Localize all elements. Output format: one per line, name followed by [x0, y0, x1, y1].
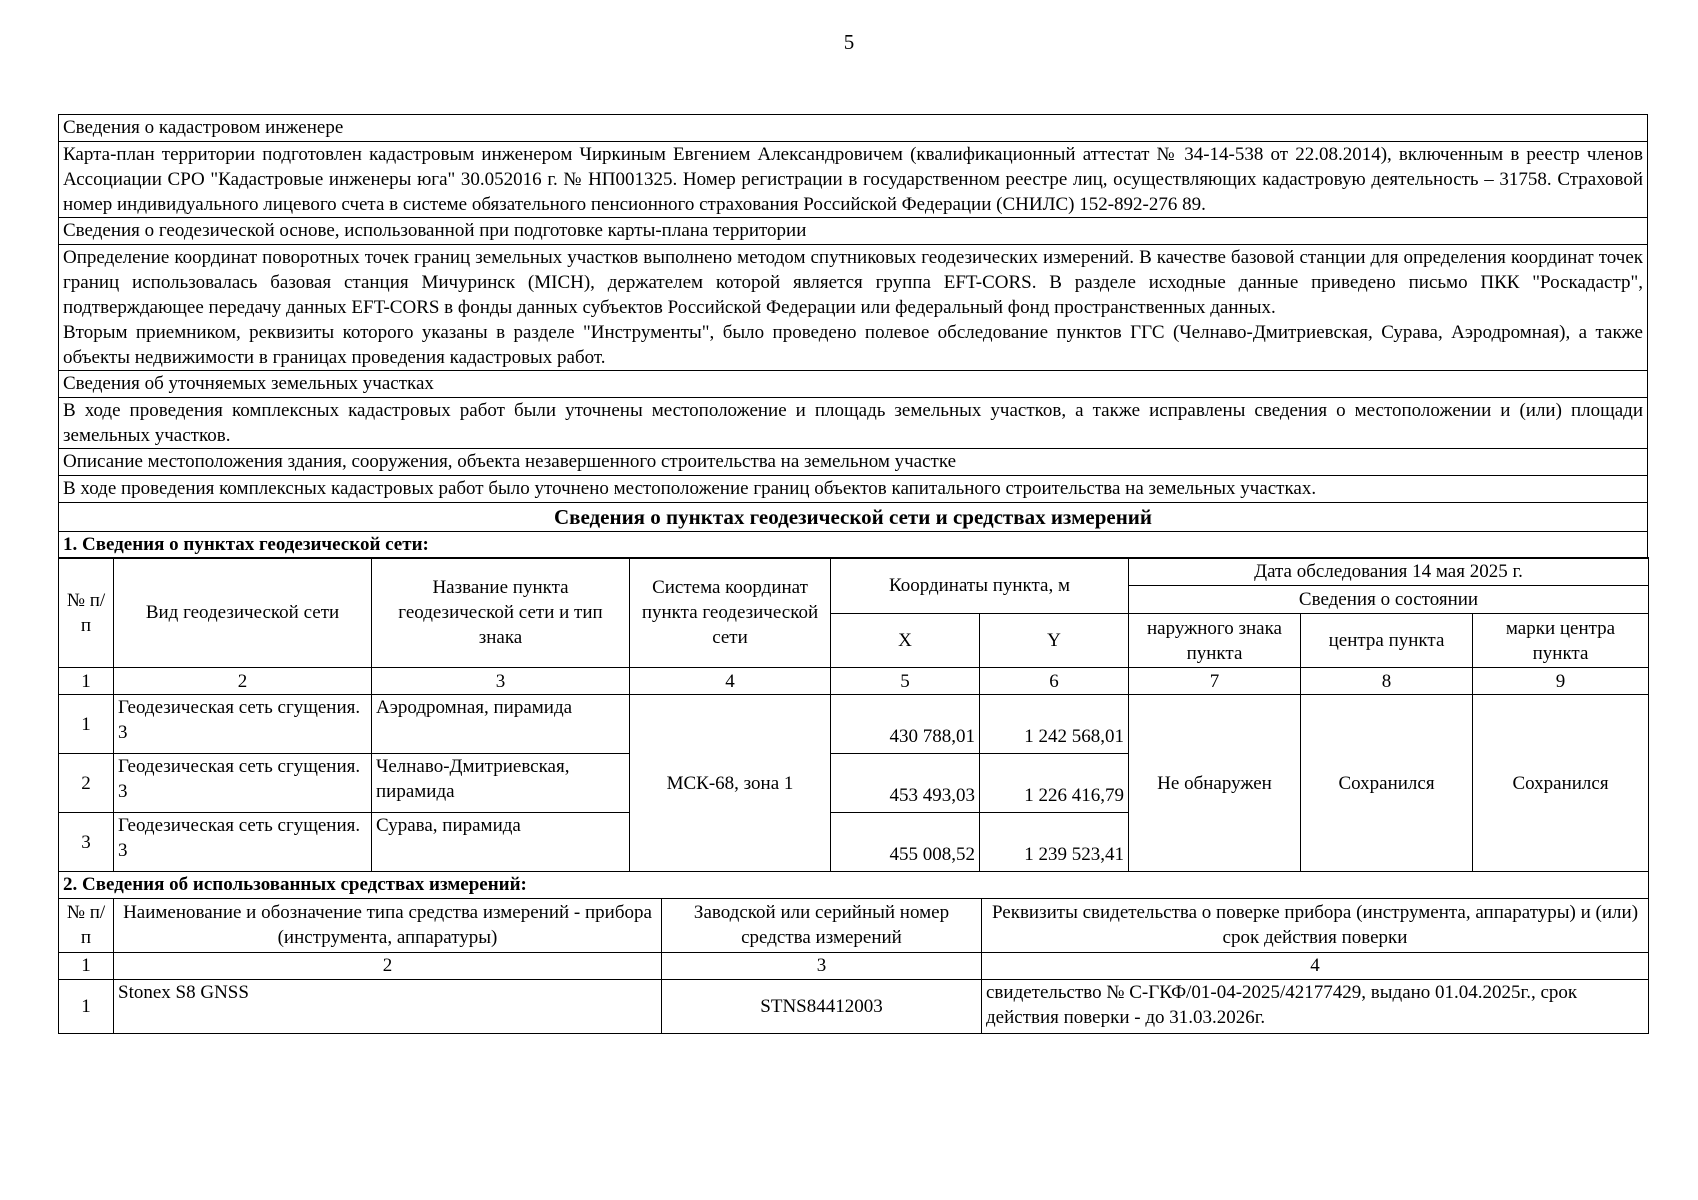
points-header-row-1	[59, 558, 1649, 586]
point-y: 1 226 416,79	[980, 754, 1129, 813]
column-number: 4	[982, 952, 1649, 979]
parcels-header-row	[59, 371, 1648, 398]
column-number: 4	[630, 668, 831, 695]
geodetic-basis-paragraph-2: Вторым приемником, реквизиты которого указаны в разделе "Инструменты", было проведено полевое обследование пунктов ГГС (Челнаво-Дмитриевская, Сурава, Аэродромная), а также объекты недвижимости в границах проведения кадастровых работ.	[63, 322, 1643, 368]
column-number: 9	[1473, 668, 1649, 695]
engineer-header-row	[59, 115, 1648, 142]
column-number: 3	[372, 668, 630, 695]
engineer-text-row	[59, 142, 1648, 218]
page-number: 5	[843, 30, 855, 54]
col-header-survey-date: Дата обследования 14 мая 2025 г.	[1129, 558, 1649, 586]
document-body	[58, 114, 1648, 1034]
network-title-row	[59, 503, 1648, 532]
geodetic-basis-header: Сведения о геодезической основе, использованной при подготовке карты-плана территории	[59, 218, 1648, 245]
buildings-header-row	[59, 449, 1648, 476]
parcels-text: В ходе проведения комплексных кадастровых работ были уточнены местоположение и площадь земельных участков, а также исправлены сведения о местоположении и (или) площади земельных участков.	[59, 398, 1648, 449]
geodetic-basis-text	[59, 245, 1648, 371]
buildings-header: Описание местоположения здания, сооружения, объекта незавершенного строительства на земельном участке	[59, 449, 1648, 476]
parcels-text-row	[59, 398, 1648, 449]
instruments-section-title: 2. Сведения об использованных средствах измерений:	[59, 872, 1649, 899]
instrument-serial: STNS84412003	[662, 979, 982, 1033]
point-no: 2	[59, 754, 114, 813]
instrument-name: Stonex S8 GNSS	[114, 979, 662, 1033]
points-column-numbers-row	[59, 668, 1649, 695]
point-name: Челнаво-Дмитриевская, пирамида	[372, 754, 630, 813]
point-coord-system: МСК-68, зона 1	[630, 695, 831, 872]
column-number: 8	[1301, 668, 1473, 695]
column-number: 2	[114, 952, 662, 979]
geodetic-points-table	[58, 557, 1649, 899]
column-number: 7	[1129, 668, 1301, 695]
col-header-coord-system: Система координат пункта геодезической сети	[630, 558, 831, 668]
col-header-coordinates: Координаты пункта, м	[831, 558, 1129, 614]
point-y: 1 239 523,41	[980, 813, 1129, 872]
col-header-serial: Заводской или серийный номер средства измерений	[662, 898, 982, 952]
engineer-header: Сведения о кадастровом инженере	[59, 115, 1648, 142]
col-header-no: № п/п	[59, 558, 114, 668]
point-x: 455 008,52	[831, 813, 980, 872]
point-network-type: Геодезическая сеть сгущения. 3	[114, 695, 372, 754]
column-number: 5	[831, 668, 980, 695]
col-header-instrument-name: Наименование и обозначение типа средства измерений - прибора (инструмента, аппаратуры)	[114, 898, 662, 952]
column-number: 2	[114, 668, 372, 695]
points-section-title-row	[59, 532, 1648, 559]
geodetic-basis-paragraph-1: Определение координат поворотных точек границ земельных участков выполнено методом спутниковых геодезических измерений. В качестве базовой станции для определения координат точек границ использовалась базовая станция Мичуринск (MICH), держателем которой является группа EFT-CORS. В разделе исходные данные приведено письмо ПКК "Роскадастр", подтверждающее передачу данных EFT-CORS в фонды данных субъектов Российской Федерации или федеральный фонд пространственных данных.	[63, 247, 1643, 318]
geodetic-basis-header-row	[59, 218, 1648, 245]
instruments-section-title-row	[59, 872, 1649, 899]
col-header-certificate: Реквизиты свидетельства о поверке прибора (инструмента, аппаратуры) и (или) срок действия поверки	[982, 898, 1649, 952]
point-outer-sign-status: Не обнаружен	[1129, 695, 1301, 872]
column-number: 1	[59, 952, 114, 979]
col-header-x: X	[831, 614, 980, 668]
point-network-type: Геодезическая сеть сгущения. 3	[114, 754, 372, 813]
points-section-title: 1. Сведения о пунктах геодезической сети:	[59, 532, 1648, 559]
geodetic-basis-text-row	[59, 245, 1648, 371]
column-number: 3	[662, 952, 982, 979]
instrument-no: 1	[59, 979, 114, 1033]
point-name: Аэродромная, пирамида	[372, 695, 630, 754]
buildings-text-row	[59, 476, 1648, 503]
instruments-column-numbers-row	[59, 952, 1649, 979]
col-header-point-name: Название пункта геодезической сети и тип знака	[372, 558, 630, 668]
point-no: 3	[59, 813, 114, 872]
col-header-outer-sign: наружного знака пункта	[1129, 614, 1301, 668]
point-y: 1 242 568,01	[980, 695, 1129, 754]
point-network-type: Геодезическая сеть сгущения. 3	[114, 813, 372, 872]
column-number: 6	[980, 668, 1129, 695]
col-header-no: № п/п	[59, 898, 114, 952]
point-center-status: Сохранился	[1301, 695, 1473, 872]
col-header-center-mark: марки центра пункта	[1473, 614, 1649, 668]
instrument-certificate: свидетельство № С-ГКФ/01-04-2025/42177429, выдано 01.04.2025г., срок действия поверки - до 31.03.2026г.	[982, 979, 1649, 1033]
network-title: Сведения о пунктах геодезической сети и средствах измерений	[59, 503, 1648, 532]
col-header-network-type: Вид геодезической сети	[114, 558, 372, 668]
instruments-header-row	[59, 898, 1649, 952]
instruments-table	[58, 898, 1649, 1034]
point-no: 1	[59, 695, 114, 754]
info-sections-table	[58, 114, 1648, 559]
col-header-y: Y	[980, 614, 1129, 668]
table-row	[59, 979, 1649, 1033]
table-row	[59, 695, 1649, 754]
point-name: Сурава, пирамида	[372, 813, 630, 872]
column-number: 1	[59, 668, 114, 695]
parcels-header: Сведения об уточняемых земельных участках	[59, 371, 1648, 398]
point-x: 430 788,01	[831, 695, 980, 754]
point-center-mark-status: Сохранился	[1473, 695, 1649, 872]
col-header-condition: Сведения о состоянии	[1129, 586, 1649, 614]
point-x: 453 493,03	[831, 754, 980, 813]
engineer-text: Карта-план территории подготовлен кадастровым инженером Чиркиным Евгением Александровичем (квалификационный аттестат № 34-14-538 от 22.08.2014), включенным в реестр членов Ассоциации СРО "Кадастровые инженеры юга" 30.052016 г. № НП001325. Номер регистрации в государственном реестре лиц, осуществляющих кадастровую деятельность – 31758. Страховой номер индивидуального лицевого счета в системе обязательного пенсионного страхования Российской Федерации (СНИЛС) 152-892-276 89.	[59, 142, 1648, 218]
buildings-text: В ходе проведения комплексных кадастровых работ было уточнено местоположение границ объектов капитального строительства на земельных участках.	[59, 476, 1648, 503]
col-header-center: центра пункта	[1301, 614, 1473, 668]
